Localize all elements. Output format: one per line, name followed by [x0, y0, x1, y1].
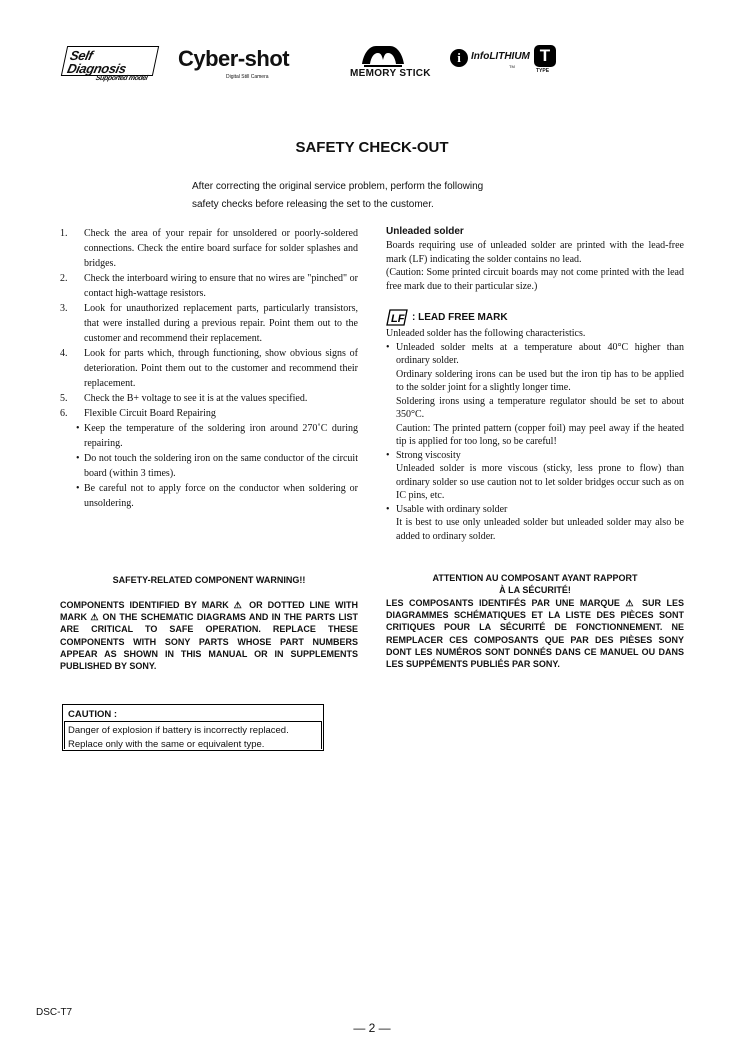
- flex-repair-item: [76, 451, 358, 481]
- lead-free-mark-label: : LEAD FREE MARK: [412, 312, 508, 323]
- caution-box: [62, 704, 324, 751]
- memory-stick-logo: MEMORY STICK: [350, 68, 431, 79]
- check-number: 5.: [60, 393, 68, 404]
- flex-repair-text: Be careful not to apply force on the conductor when soldering or unsoldering.: [84, 483, 358, 509]
- check-text: Check the area of your repair for unsoldered or poorly-soldered connections. Check the entire board surface for solder splashes and bridges.: [84, 228, 358, 269]
- flex-repair-text: Keep the temperature of the soldering iron around 270˚C during repairing.: [84, 423, 358, 449]
- infolithium-i-icon: i: [450, 49, 468, 67]
- unleaded-caution: (Caution: Some printed circuit boards may not come printed with the lead free mark due to their particular size.): [386, 267, 684, 292]
- warning-fr-heading-line: ATTENTION AU COMPOSANT AYANT RAPPORT: [432, 573, 638, 583]
- flex-repair-item: [76, 421, 358, 451]
- check-item: [60, 391, 358, 406]
- warning-fr-body: LES COMPOSANTS IDENTIFÉS PAR UNE MARQUE ⚠ SUR LES DIAGRAMMES SCHÉMATIQUES ET LA LISTE DES PIÈCES SONT CRITIQUES POUR LA SÉCURITÉ DE FONCTIONNEMENT. NE REMPLACER CES COMPOSANTS QUE PAR DES PIÈSES SONY DONT LES NUMÉROS SONT DONNÉS DANS CE MANUEL OU DANS LES SUPPÉMENTS PUBLIÉS PAR SONY.: [386, 598, 684, 670]
- flex-repair-item: [76, 481, 358, 511]
- unleaded-body: Boards requiring use of unleaded solder are printed with the lead-free mark (LF) indicating the solder contains no lead.: [386, 240, 684, 265]
- page-title: SAFETY CHECK-OUT: [295, 139, 449, 156]
- type-t-logo-sub: TYPE: [536, 68, 550, 74]
- caution-heading: CAUTION :: [68, 709, 118, 720]
- lead-free-mark-text: LF: [391, 313, 405, 325]
- characteristic-title: Strong viscosity: [396, 449, 461, 461]
- caution-text: [68, 724, 289, 751]
- bullet: •: [386, 449, 390, 461]
- warning-fr-heading-line: À LA SÉCURITÉ!: [499, 585, 571, 596]
- lead-free-intro: Unleaded solder has the following characteristics.: [386, 328, 586, 339]
- check-number: 3.: [60, 303, 68, 314]
- check-number: 4.: [60, 348, 68, 359]
- warning-en-body: COMPONENTS IDENTIFIED BY MARK ⚠ OR DOTTED LINE WITH MARK ⚠ ON THE SCHEMATIC DIAGRAMS AND IN THE PARTS LIST ARE CRITICAL TO SAFE OPERATION. REPLACE THESE COMPONENTS WITH SONY PARTS WHOSE PART NUMBERS APPEAR AS SHOWN IN THIS MANUAL OR IN SUPPLEMENTS PUBLISHED BY SONY.: [60, 600, 358, 672]
- intro-line: safety checks before releasing the set to the customer.: [192, 199, 434, 210]
- check-item: [60, 406, 358, 421]
- lead-free-mark-icon: [386, 309, 408, 326]
- bullet: •: [386, 503, 390, 515]
- characteristic-detail: Ordinary soldering irons can be used but the iron tip has to be applied to the solder joint for a slightly longer time.: [396, 368, 684, 393]
- check-item: [60, 226, 358, 271]
- check-text: Look for parts which, through functioning, show obvious signs of deterioration. Point them out to the customer and recommend their replacement.: [84, 348, 358, 389]
- safety-checks-list: [60, 226, 358, 511]
- unleaded-heading: Unleaded solder: [386, 226, 464, 237]
- check-text: Flexible Circuit Board Repairing: [84, 408, 216, 419]
- bullet: •: [76, 423, 80, 434]
- check-number: 1.: [60, 228, 68, 239]
- self-diagnosis-logo-sub: Supported model: [94, 75, 149, 82]
- characteristic-detail: It is best to use only unleaded solder but unleaded solder may also be added to ordinary solder.: [396, 517, 684, 542]
- flex-repair-text: Do not touch the soldering iron on the same conductor of the circuit board (within 3 times).: [84, 453, 358, 479]
- check-text: Check the B+ voltage to see it is at the values specified.: [84, 393, 308, 404]
- cybershot-logo: Cyber-shot: [178, 46, 290, 71]
- infolithium-tm: TM: [509, 64, 515, 69]
- characteristic-title: Unleaded solder melts at a temperature about 40°C higher than ordinary solder.: [396, 341, 684, 366]
- infolithium-logo: InfoLITHIUM: [471, 51, 530, 62]
- warning-fr-heading: [386, 572, 684, 596]
- solder-characteristic: [386, 341, 684, 368]
- characteristic-detail: Unleaded solder is more viscous (sticky, less prone to flow) than ordinary solder so use caution not to let solder bridges occur such as on IC pins, etc.: [396, 463, 684, 501]
- check-text: Check the interboard wiring to ensure that no wires are "pinched" or contact high-wattage resistors.: [84, 273, 358, 299]
- cybershot-logo-sub: Digital Still Camera: [226, 74, 269, 80]
- unleaded-solder-section: [386, 225, 684, 543]
- check-number: 6.: [60, 408, 68, 419]
- bullet: •: [76, 453, 80, 464]
- check-number: 2.: [60, 273, 68, 284]
- characteristic-title: Usable with ordinary solder: [396, 503, 508, 515]
- type-t-logo: T: [534, 45, 556, 67]
- self-diagnosis-logo: [61, 46, 159, 82]
- intro-text: [192, 178, 552, 214]
- check-item: [60, 301, 358, 346]
- warning-en-heading: SAFETY-RELATED COMPONENT WARNING!!: [112, 575, 306, 585]
- check-text: Look for unauthorized replacement parts, particularly transistors, that were installed during a previous repair. Point them out to the customer and recommend their replacement.: [84, 303, 358, 344]
- caution-line: Danger of explosion if battery is incorrectly replaced.: [68, 725, 289, 736]
- solder-characteristic: [386, 449, 684, 463]
- caution-line: Replace only with the same or equivalent type.: [68, 738, 265, 750]
- check-item: [60, 346, 358, 391]
- bullet: •: [76, 483, 80, 494]
- memory-stick-mark-icon: [358, 42, 408, 68]
- characteristic-detail: Caution: The printed pattern (copper foil) may peel away if the heated tip is applied for too long, so be careful!: [396, 422, 684, 447]
- lead-free-mark-row: [386, 309, 684, 326]
- check-item: [60, 271, 358, 301]
- self-diagnosis-logo-text: Self Diagnosis: [65, 48, 128, 76]
- solder-characteristic: [386, 503, 684, 517]
- characteristic-detail: Soldering irons using a temperature regulator should be set to about 350°C.: [396, 395, 684, 420]
- bullet: •: [386, 341, 390, 353]
- intro-line: After correcting the original service problem, perform the following: [192, 181, 484, 192]
- model-number: DSC-T7: [36, 1007, 73, 1018]
- page-number: — 2 —: [353, 1021, 391, 1035]
